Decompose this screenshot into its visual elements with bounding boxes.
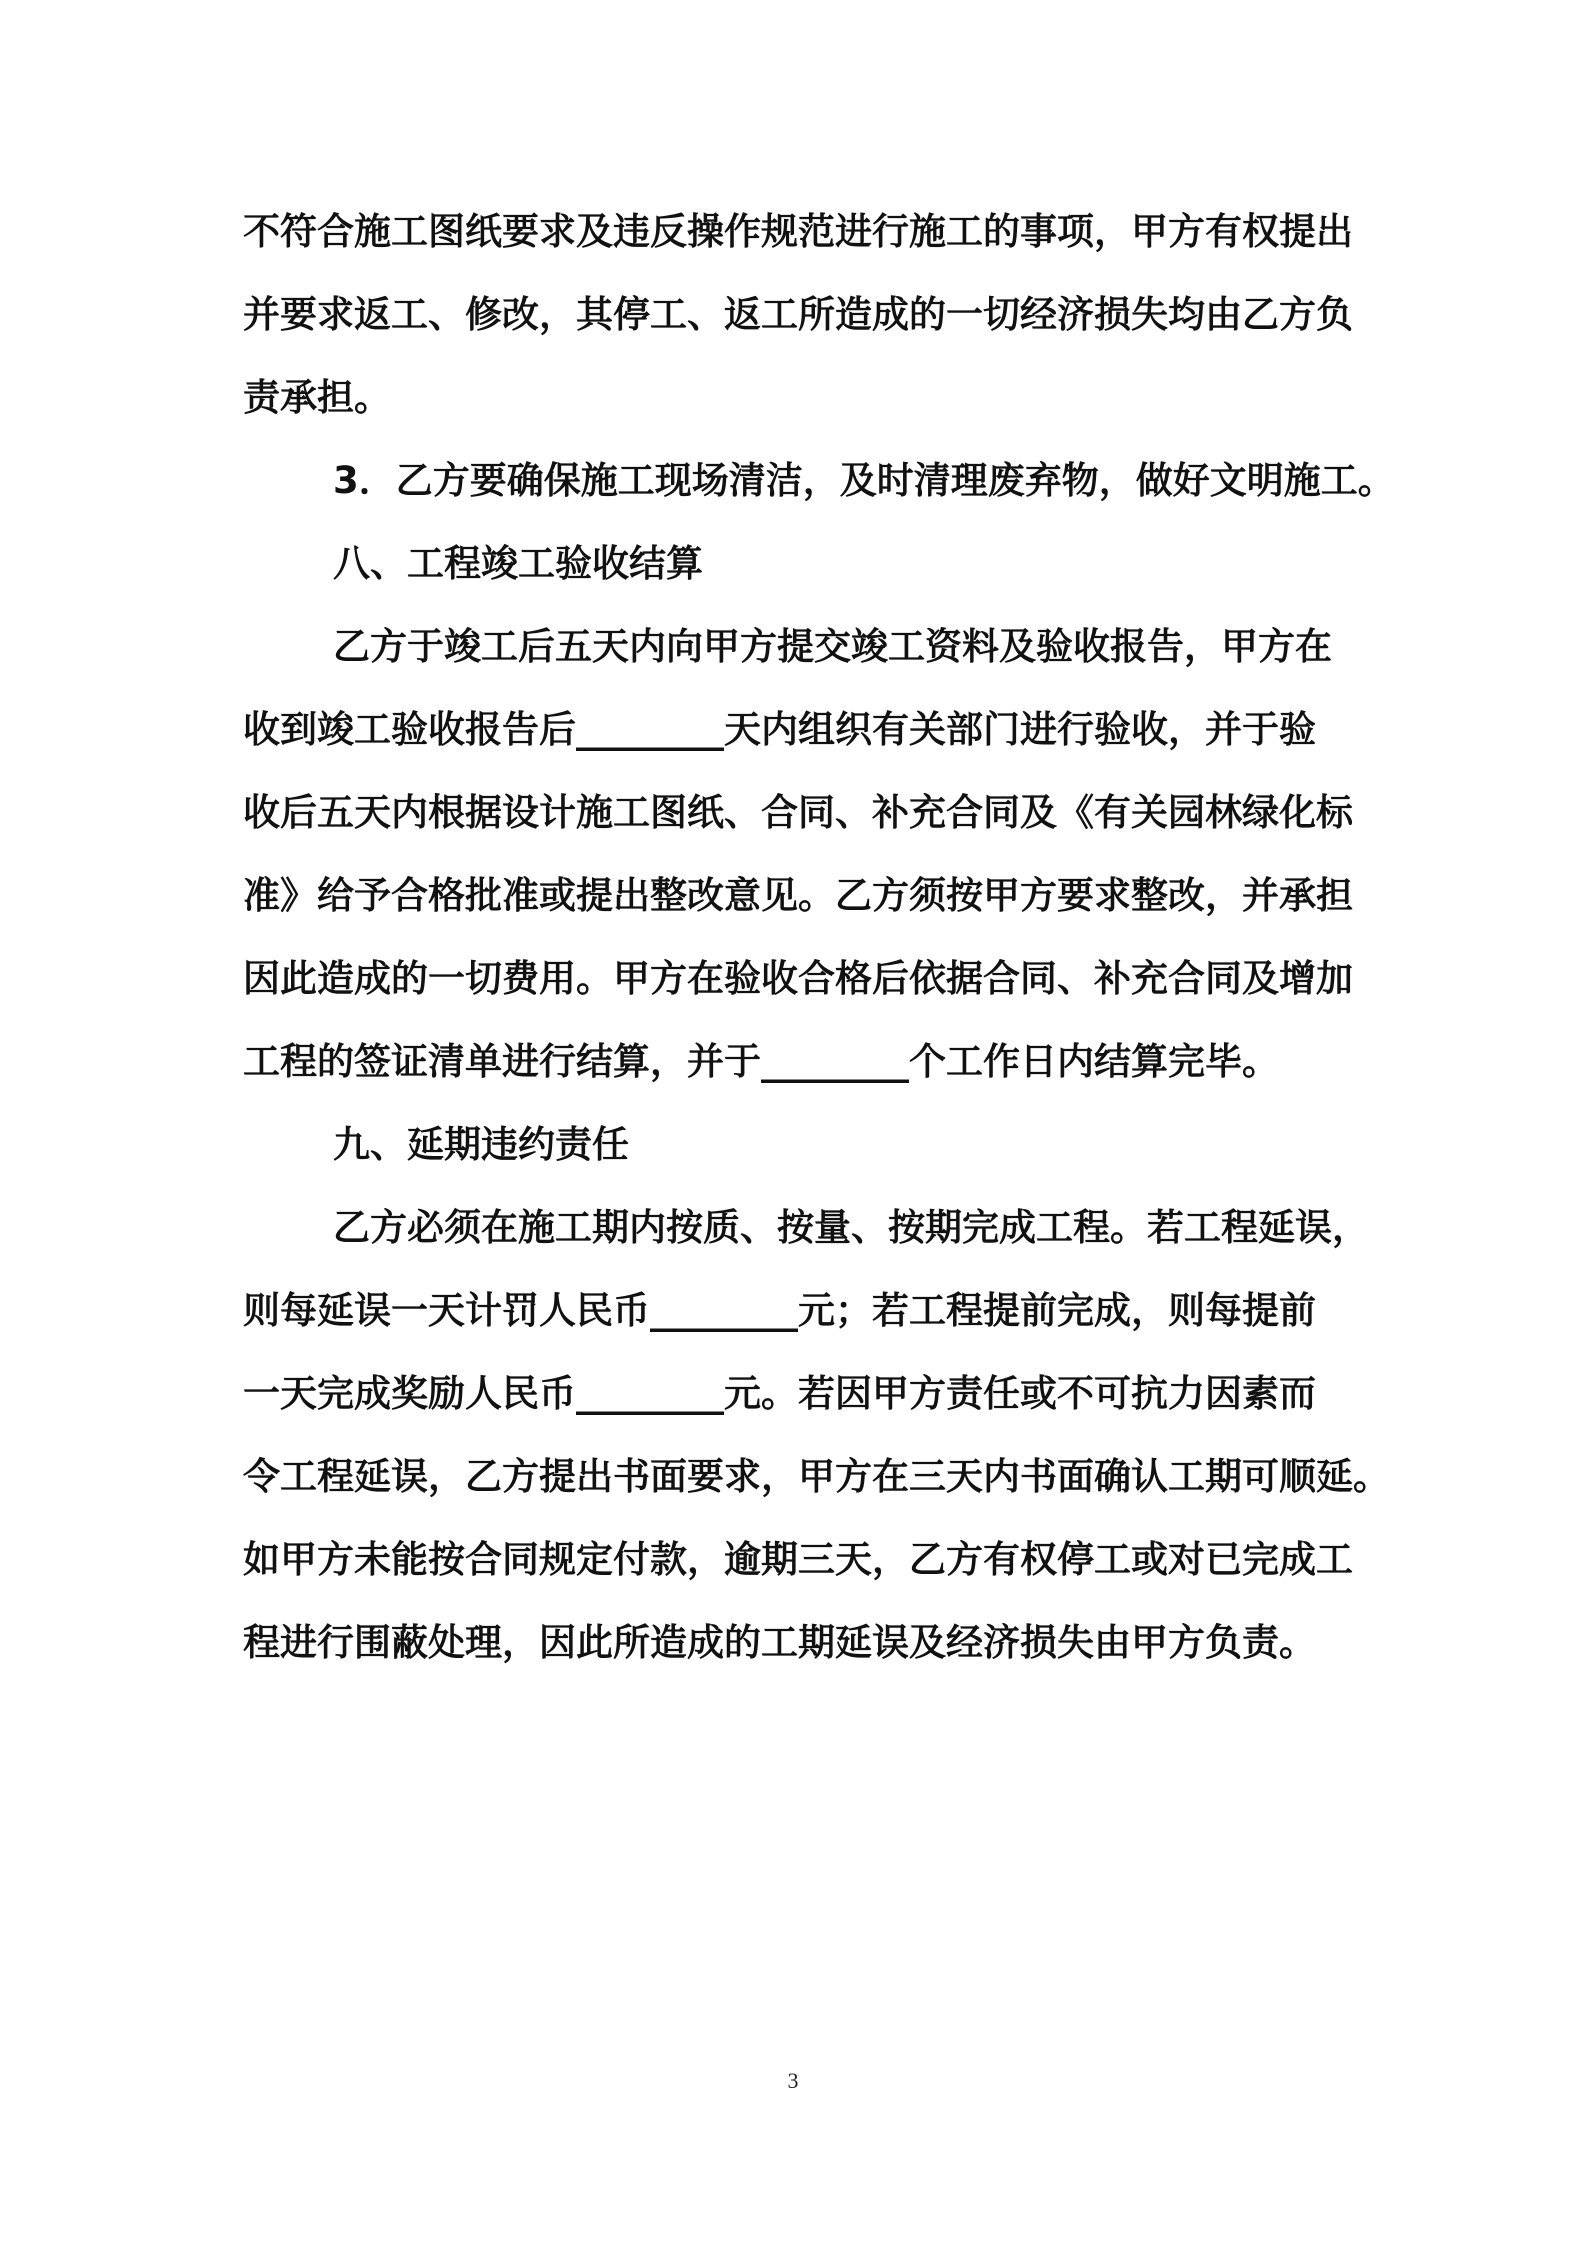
text-line: 不符合施工图纸要求及违反操作规范进行施工的事项，甲方有权提出 — [243, 210, 1353, 253]
text-line: 则每延误一天计罚人民币________元；若工程提前完成，则每提前 — [243, 1289, 1316, 1332]
text-line: 乙方必须在施工期内按质、按量、按期完成工程。若工程延误， — [333, 1206, 1369, 1249]
clause-item-3: 3．乙方要确保施工现场清洁，及时清理废弃物，做好文明施工。 — [333, 459, 1395, 502]
text-line: 工程的签证清单进行结算，并于________个工作日内结算完毕。 — [243, 1040, 1279, 1083]
text-line: 一天完成奖励人民币________元。若因甲方责任或不可抗力因素而 — [243, 1372, 1316, 1415]
text-line: 程进行围蔽处理，因此所造成的工期延误及经济损失由甲方负责。 — [243, 1621, 1316, 1664]
section-heading-8: 八、工程竣工验收结算 — [333, 542, 703, 585]
text-line: 责承担。 — [243, 376, 391, 419]
page-number: 3 — [787, 2068, 799, 2093]
document-body — [243, 190, 1395, 1684]
text-line: 准》给予合格批准或提出整改意见。乙方须按甲方要求整改，并承担 — [243, 874, 1353, 917]
section-heading-9: 九、延期违约责任 — [333, 1123, 629, 1166]
text-line: 如甲方未能按合同规定付款，逾期三天，乙方有权停工或对已完成工 — [243, 1538, 1353, 1581]
text-line: 因此造成的一切费用。甲方在验收合格后依据合同、补充合同及增加 — [243, 957, 1353, 1000]
text-line: 乙方于竣工后五天内向甲方提交竣工资料及验收报告，甲方在 — [333, 625, 1332, 668]
text-line: 收后五天内根据设计施工图纸、合同、补充合同及《有关园林绿化标 — [243, 791, 1353, 834]
text-line: 收到竣工验收报告后________天内组织有关部门进行验收，并于验 — [243, 708, 1316, 751]
text-line: 令工程延误，乙方提出书面要求，甲方在三天内书面确认工期可顺延。 — [243, 1455, 1390, 1498]
text-line: 并要求返工、修改，其停工、返工所造成的一切经济损失均由乙方负 — [243, 293, 1353, 336]
